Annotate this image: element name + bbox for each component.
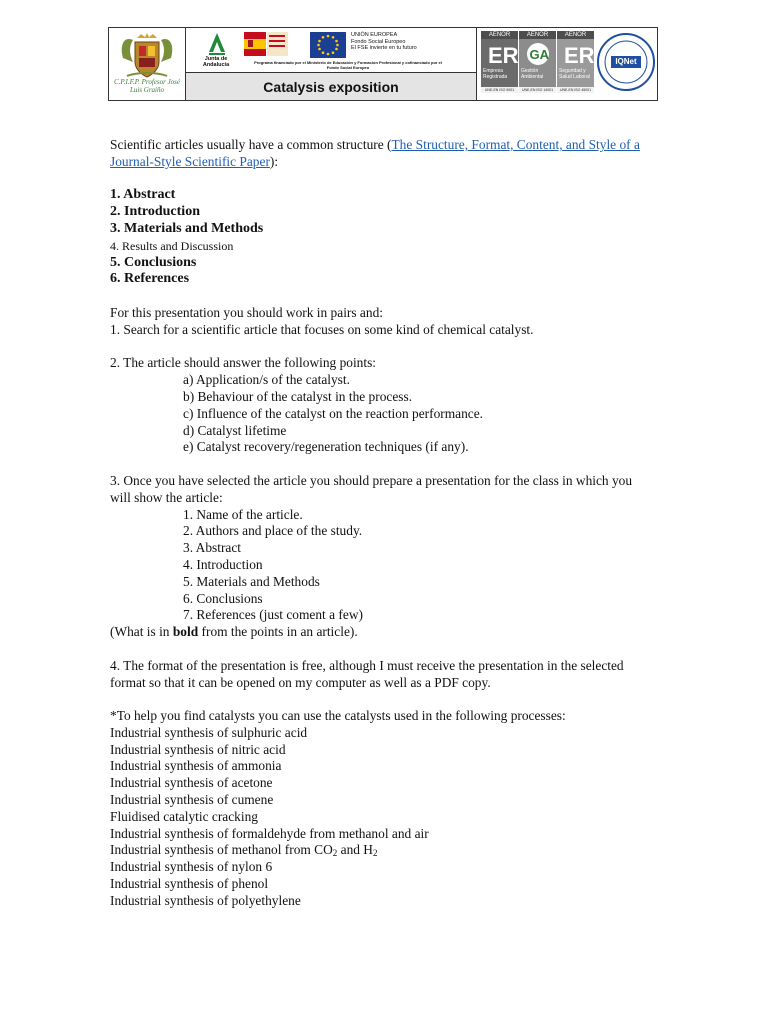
process-item: Industrial synthesis of nylon 6 [110,859,273,875]
iqnet-label: IQNet [615,57,637,66]
cert-2-standard: UNE-EN ISO 14001 [519,87,556,93]
point-item: e) Catalyst recovery/regeneration techniques (if any). [183,439,469,455]
step-3-items [110,507,650,625]
certifications [477,28,657,100]
eu-fund: Fondo Social Europeo [351,38,406,45]
process-item: Industrial synthesis of acetone [110,775,273,791]
aenor-cert-environment [519,31,556,93]
svg-text:ER: ER [564,43,595,68]
cert-3-standard: UNE-EN ISO 45001 [557,87,594,93]
structure-paper-link[interactable]: The Structure, Format, Content, and Style of a Journal-Style Scientific Paper [110,137,640,169]
aenor-cert-registered [481,31,518,93]
junta-andalucia-icon [204,30,230,56]
step-2-points [110,372,650,456]
cert-3-label: Seguridad y Salud Laboral [559,68,590,80]
step-3: 3. Once you have selected the article you should prepare a presentation for the class in which you will show the article: [110,472,633,505]
step-2: 2. The article should answer the following points: [110,355,377,371]
point-item: d) Catalyst lifetime [183,422,287,438]
funding-logos [186,28,476,73]
cert-1-standard: UNE-EN ISO 9001 [481,87,518,93]
aenor-brand: AENOR [557,31,594,39]
structure-item: 1. Abstract [110,187,176,203]
process-item: Industrial synthesis of sulphuric acid [110,724,308,740]
program-text: Programa financiado por el Ministerio de Educación y Formación Profesional y cofinanciado por el Fondo Social Europeo [254,60,442,70]
structure-item: 5. Conclusions [110,254,197,270]
presentation-item: 2. Authors and place of the study. [183,523,363,539]
bold-note [110,624,650,641]
school-crest [109,28,186,100]
eu-title: UNIÓN EUROPEA [351,32,398,38]
process-item: Industrial synthesis of ammonia [110,758,282,774]
er-icon [563,41,595,68]
header-block [108,27,658,101]
cert-2-label: Gestión Ambiental [521,68,544,80]
page-title: Catalysis exposition [186,73,476,100]
point-item: b) Behaviour of the catalyst in the process. [183,388,413,404]
junta-label: Junta de Andalucía [202,56,230,68]
process-list [110,725,650,910]
structure-list [110,187,650,288]
process-item: Industrial synthesis of formaldehyde from methanol and air [110,825,429,841]
svg-text:ER: ER [488,43,519,68]
methanol-text-a: Industrial synthesis of methanol from CO [110,842,333,858]
point-item: a) Application/s of the catalyst. [183,372,350,388]
step-4: 4. The format of the presentation is free, although I must receive the presentation in the selected format so that it can be opened on my computer as well as a PDF copy. [110,657,624,690]
intro-text-end: ): [269,153,279,169]
structure-item: 4. Results and Discussion [110,238,234,253]
help-intro: *To help you find catalysts you can use the catalysts used in the following processes: [110,708,566,724]
step-1: 1. Search for a scientific article that focuses on some kind of chemical catalyst. [110,321,534,337]
aenor-cert-safety [557,31,594,93]
er-icon [487,41,519,68]
process-item: Fluidised catalytic cracking [110,808,258,824]
eu-slogan: El FSE invierte en tu futuro [351,45,417,51]
process-item: Industrial synthesis of phenol [110,876,269,892]
ga-leaf-icon [526,42,550,66]
presentation-item: 6. Conclusions [183,590,263,606]
spain-government-icon [244,32,288,56]
process-item: Industrial synthesis of cumene [110,792,274,808]
presentation-item: 5. Materials and Methods [183,573,320,589]
crest-icon [115,32,179,80]
svg-text:GA: GA [529,47,549,62]
aenor-brand: AENOR [481,31,518,39]
methanol-sub-2: 2 [372,848,378,859]
point-item: c) Influence of the catalyst on the reaction performance. [183,405,484,421]
eu-flag-icon [310,32,346,58]
presentation-item: 3. Abstract [183,540,242,556]
cert-1-label: Empresa Registrada [483,68,508,80]
bold-note-emphasis: bold [172,624,199,640]
structure-item: 2. Introduction [110,204,200,220]
process-item-methanol [110,842,650,859]
pairs-intro: For this presentation you should work in pairs and: [110,304,383,320]
process-item: Industrial synthesis of nitric acid [110,741,286,757]
presentation-item: 7. References (just coment a few) [183,607,363,623]
intro-text: Scientific articles usually have a common structure ( [110,137,392,152]
process-item: Industrial synthesis of polyethylene [110,892,301,908]
methanol-text-b: and H [337,842,373,858]
methanol-sub-1: 2 [332,848,338,859]
eu-label [351,32,451,52]
iqnet-seal [596,32,656,92]
presentation-item: 1. Name of the article. [183,506,303,522]
structure-item: 6. References [110,271,190,287]
aenor-brand: AENOR [519,31,556,39]
document-body [110,137,650,910]
intro-paragraph [110,137,650,171]
header-middle [186,28,477,100]
bold-note-after: from the points in an article). [198,624,358,640]
crest-caption: C.P.I.F.P. Profesor José Luis Graiño [113,78,181,94]
presentation-item: 4. Introduction [183,556,263,572]
structure-item: 3. Materials and Methods [110,220,264,236]
bold-note-before: (What is in [110,624,173,640]
